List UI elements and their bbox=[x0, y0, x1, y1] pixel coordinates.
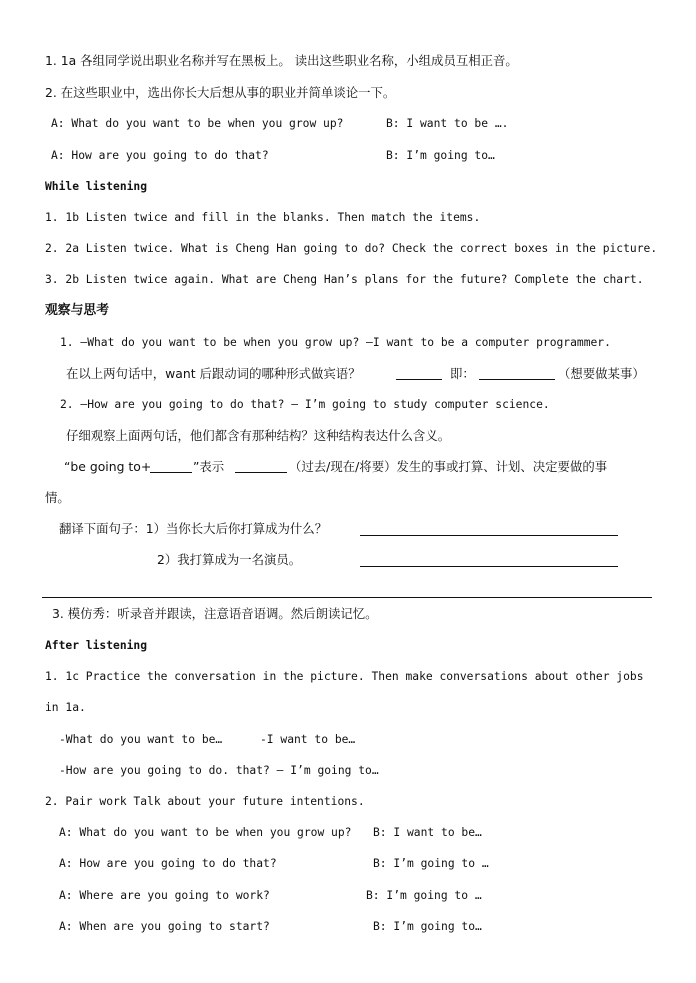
observe-line-5c: （过去/现在/将要）发生的事或打算、计划、决定要做的事 bbox=[289, 459, 608, 474]
after-line-3a: -What do you want to be… bbox=[59, 733, 223, 746]
blank-translate-1[interactable] bbox=[360, 535, 618, 536]
after-line-5: 2. Pair work Talk about your future intentions. bbox=[45, 795, 365, 808]
after-heading: After listening bbox=[45, 639, 148, 652]
pre-dialog-b2: B: I’m going to… bbox=[386, 149, 495, 162]
pre-line-2: 2. 在这些职业中，选出你长大后想从事的职业并简单谈论一下。 bbox=[45, 85, 396, 100]
observe-line-3: 2. –How are you going to do that? – I’m going to study computer science. bbox=[60, 398, 550, 411]
after-line-4: -How are you going to do. that? – I’m going to… bbox=[59, 764, 379, 777]
pre-dialog-a2: A: How are you going to do that? bbox=[51, 149, 269, 162]
pair-dialog-b1: B: I want to be… bbox=[373, 826, 482, 839]
pair-dialog-a1: A: What do you want to be when you grow up? bbox=[59, 826, 352, 839]
after-line-2: in 1a. bbox=[45, 701, 86, 714]
section-divider bbox=[42, 597, 652, 598]
blank-3[interactable] bbox=[150, 472, 192, 473]
pre-dialog-b1: B: I want to be …. bbox=[386, 117, 509, 130]
pre-line-1: 1. 1a 各组同学说出职业名称并写在黑板上。 读出这些职业名称，小组成员互相正音。 bbox=[45, 53, 518, 68]
blank-2[interactable] bbox=[479, 379, 555, 380]
blank-translate-2[interactable] bbox=[360, 566, 618, 567]
observe-line-2b: 即： bbox=[450, 366, 475, 381]
while-line-2: 2. 2a Listen twice. What is Cheng Han going to do? Check the correct boxes in the picture. bbox=[45, 242, 658, 255]
pair-dialog-a4: A: When are you going to start? bbox=[59, 920, 270, 933]
blank-1[interactable] bbox=[396, 379, 442, 380]
while-heading: While listening bbox=[45, 180, 148, 193]
observe-line-7: 翻译下面句子：1）当你长大后你打算成为什么？ bbox=[59, 521, 328, 536]
observe-line-4: 仔细观察上面两句话，他们都含有那种结构？这种结构表达什么含义。 bbox=[66, 428, 451, 443]
pair-dialog-a2: A: How are you going to do that? bbox=[59, 857, 277, 870]
after-line-1: 1. 1c Practice the conversation in the picture. Then make conversations about other jobs bbox=[45, 670, 644, 683]
pair-dialog-a3: A: Where are you going to work? bbox=[59, 889, 270, 902]
observe-line-6: 情。 bbox=[45, 490, 70, 505]
pair-dialog-b4: B: I’m going to… bbox=[373, 920, 482, 933]
while-line-3: 3. 2b Listen twice again. What are Cheng Han’s plans for the future? Complete the chart. bbox=[45, 273, 644, 286]
observe-heading: 观察与思考 bbox=[45, 303, 109, 318]
pair-dialog-b2: B: I’m going to … bbox=[373, 857, 489, 870]
pair-dialog-b3: B: I’m going to … bbox=[366, 889, 482, 902]
observe-line-8: 2）我打算成为一名演员。 bbox=[157, 552, 302, 567]
pre-dialog-a1: A: What do you want to be when you grow up? bbox=[51, 117, 344, 130]
blank-4[interactable] bbox=[235, 472, 287, 473]
observe-line-5b: ”表示 bbox=[193, 459, 225, 474]
observe-line-5a: “be going to+ bbox=[64, 459, 152, 474]
observe-line-2a: 在以上两句话中，want 后跟动词的哪种形式做宾语？ bbox=[66, 366, 361, 381]
observe-line-1: 1. –What do you want to be when you grow up? –I want to be a computer programmer. bbox=[60, 336, 611, 349]
while-line-1: 1. 1b Listen twice and fill in the blanks. Then match the items. bbox=[45, 211, 481, 224]
after-line-3b: -I want to be… bbox=[260, 733, 356, 746]
observe-line-2c: （想要做某事） bbox=[558, 366, 645, 381]
imitate-line-1: 3. 模仿秀：听录音并跟读，注意语音语调。然后朗读记忆。 bbox=[52, 606, 378, 621]
